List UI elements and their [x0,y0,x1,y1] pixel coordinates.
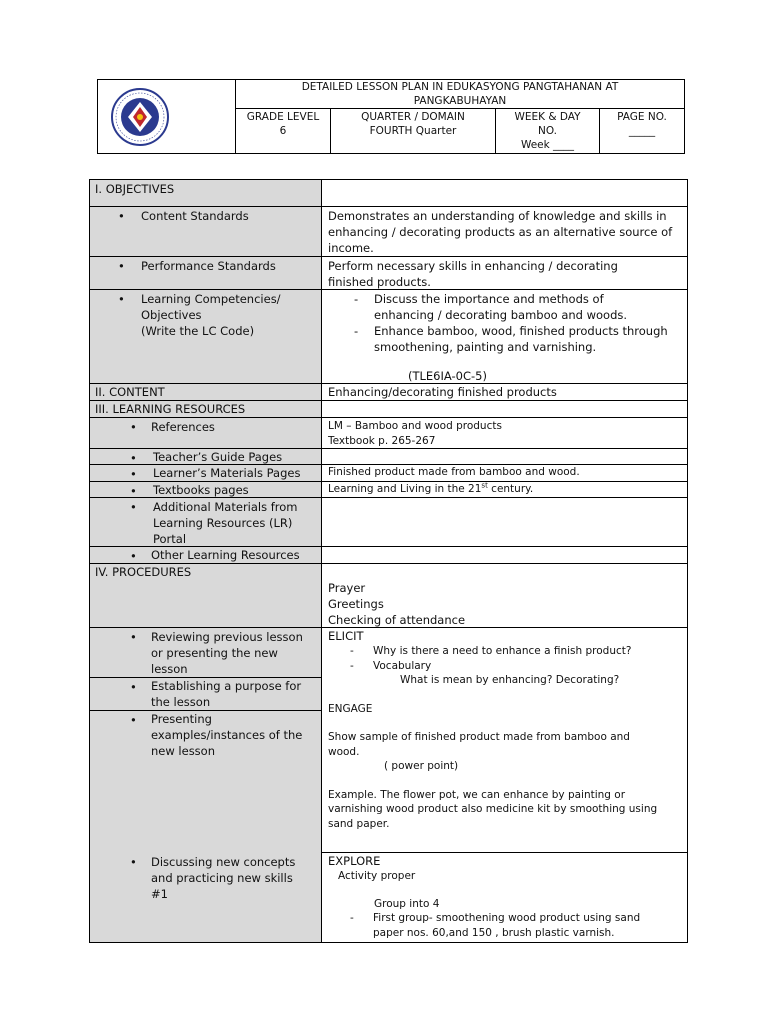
reviewing-line-2: or presenting the new [151,646,278,660]
textbook-pages-row [90,482,687,498]
objectives-heading: I. OBJECTIVES [95,182,175,196]
title-line-1: DETAILED LESSON PLAN IN EDUKASYONG PANGTAHANAN AT [301,81,619,93]
establishing-line-2: the lesson [151,695,211,709]
dash-marker: - [350,645,354,657]
lc-label-line-3: (Write the LC Code) [141,324,255,338]
dash-marker: - [354,324,359,338]
discussing-line-1: Discussing new concepts [151,855,296,869]
learning-resources-heading: III. LEARNING RESOURCES [95,402,246,416]
textbook-text-end: century. [487,483,534,495]
lc-label-line-2: Objectives [141,308,202,322]
reviewing-line-1: Reviewing previous lesson [151,630,303,644]
tg-pages-label: Teacher’s Guide Pages [153,450,283,464]
content-text: Enhancing/decorating finished products [328,385,557,399]
header-table [97,79,685,154]
additional-materials-row [90,498,687,547]
references-text-line-1: LM – Bamboo and wood products [328,420,502,432]
procedures-row [90,564,687,628]
presenting-line-3: new lesson [151,744,216,758]
bullet-icon: • [130,680,137,694]
title-line-2: PANGKABUHAYAN [413,95,507,107]
page-no-value: _____ [628,125,656,137]
performance-standards-row [90,257,687,290]
establishing-line-1: Establishing a purpose for [151,679,302,693]
content-heading: II. CONTENT [95,385,165,399]
page-no-cell [600,109,684,153]
dash-marker: - [350,659,354,672]
references-row [90,418,687,449]
bullet-icon: • [130,467,137,481]
page-no-label: PAGE NO. [617,111,667,123]
bullet-icon: • [130,855,137,869]
content-standards-row [90,207,687,257]
lc-item-1: Discuss the importance and methods of enhancing / decorating bamboo and woods. [374,292,628,322]
content-standards-text: Demonstrates an understanding of knowledge and skills in enhancing / decorating products as an alternative source of income. [328,209,673,255]
engage-heading: ENGAGE [328,702,373,715]
discussing-row [90,853,687,942]
lm-pages-row [90,465,687,482]
learning-resources-row [90,401,687,418]
presenting-line-2: examples/instances of the [151,728,303,742]
reviewing-line-3: lesson [151,662,188,676]
elicit-engage-block [90,628,687,853]
bullet-icon: • [118,209,125,223]
bullet-icon: • [118,259,125,273]
prayer-text: Prayer [328,581,366,595]
grade-level-cell [236,109,331,153]
performance-standards-label: Performance Standards [141,259,276,273]
presenting-line-1: Presenting [151,712,212,726]
lc-item-2: Enhance bamboo, wood, finished products through smoothening, painting and varnishing. [374,324,668,354]
engage-text-line-1: Show sample of finished product made from bamboo and [328,731,630,743]
quarter-label: QUARTER / DOMAIN [361,111,465,123]
grade-level-value: 6 [279,125,287,137]
content-standards-label: Content Standards [141,209,249,223]
lm-pages-text: Finished product made from bamboo and wood. [328,466,580,478]
quarter-value: FOURTH Quarter [369,125,457,137]
bullet-icon: • [130,630,137,644]
engage-text-line-3: ( power point) [384,760,459,772]
procedures-heading: IV. PROCEDURES [95,565,192,579]
deped-seal-logo [108,87,172,147]
engage-example-line-2: varnishing wood product also medicine kit by smoothing using [328,803,658,815]
engage-example-line-3: sand paper. [328,817,390,830]
textbook-text: Learning and Living in the 21 [328,483,482,495]
learning-competencies-row [90,290,687,384]
textbook-text-superscript: st [481,481,488,490]
bullet-icon: • [130,420,137,434]
elicit-question-1: Why is there a need to enhance a finish product? [373,645,632,657]
day-no-label: NO. [537,125,558,137]
dash-marker: - [350,912,354,924]
seal-cell [98,80,236,153]
group-text: Group into 4 [374,897,440,910]
week-day-cell [496,109,600,153]
lm-pages-label: Learner’s Materials Pages [153,466,301,480]
week-value: Week ____ [520,139,575,151]
content-row [90,384,687,401]
textbook-pages-label: Textbooks pages [153,483,249,497]
quarter-cell [331,109,496,153]
engage-text-line-2: wood. [328,745,360,758]
discussing-line-2: and practicing new skills [151,871,293,885]
bullet-icon: • [130,500,137,514]
dash-marker: - [354,292,359,306]
lesson-plan-table [89,179,688,943]
bullet-icon: • [130,451,137,465]
elicit-heading: ELICIT [328,629,364,643]
references-text-line-2: Textbook p. 265-267 [328,434,436,447]
lc-label-line-1: Learning Competencies/ [141,292,281,306]
elicit-question-3: What is mean by enhancing? Decorating? [400,674,620,686]
bullet-icon: • [130,484,137,498]
references-label: References [151,420,215,434]
establishing-cell [90,678,321,711]
discussing-line-3: #1 [151,887,168,901]
additional-materials-line-1: Additional Materials from [153,500,298,514]
lesson-plan-title [236,80,684,109]
explore-heading: EXPLORE [328,854,381,868]
bullet-icon: • [130,549,137,563]
first-group-line-1: First group- smoothening wood product using sand [373,912,641,924]
engage-example-line-1: Example. The flower pot, we can enhance by painting or [328,788,626,801]
greetings-text: Greetings [328,597,384,611]
bullet-icon: • [118,292,125,306]
performance-standards-text: Perform necessary skills in enhancing / decorating finished products. [328,259,618,289]
elicit-question-2: Vocabulary [373,659,432,672]
grade-level-label: GRADE LEVEL [246,111,320,123]
lc-code: (TLE6IA-0C-5) [408,369,487,383]
attendance-text: Checking of attendance [328,613,466,627]
presenting-cell [90,711,321,853]
tg-pages-row [90,449,687,465]
reviewing-cell [90,628,321,678]
objectives-row [90,180,687,207]
additional-materials-line-3: Portal [153,532,187,546]
bullet-icon: • [130,713,137,727]
week-label: WEEK & DAY [514,111,581,123]
first-group-line-2: paper nos. 60,and 150 , brush plastic varnish. [373,926,615,939]
other-resources-label: Other Learning Resources [151,548,300,562]
other-resources-row [90,547,687,564]
additional-materials-line-2: Learning Resources (LR) [153,516,293,530]
activity-proper-text: Activity proper [338,870,416,882]
